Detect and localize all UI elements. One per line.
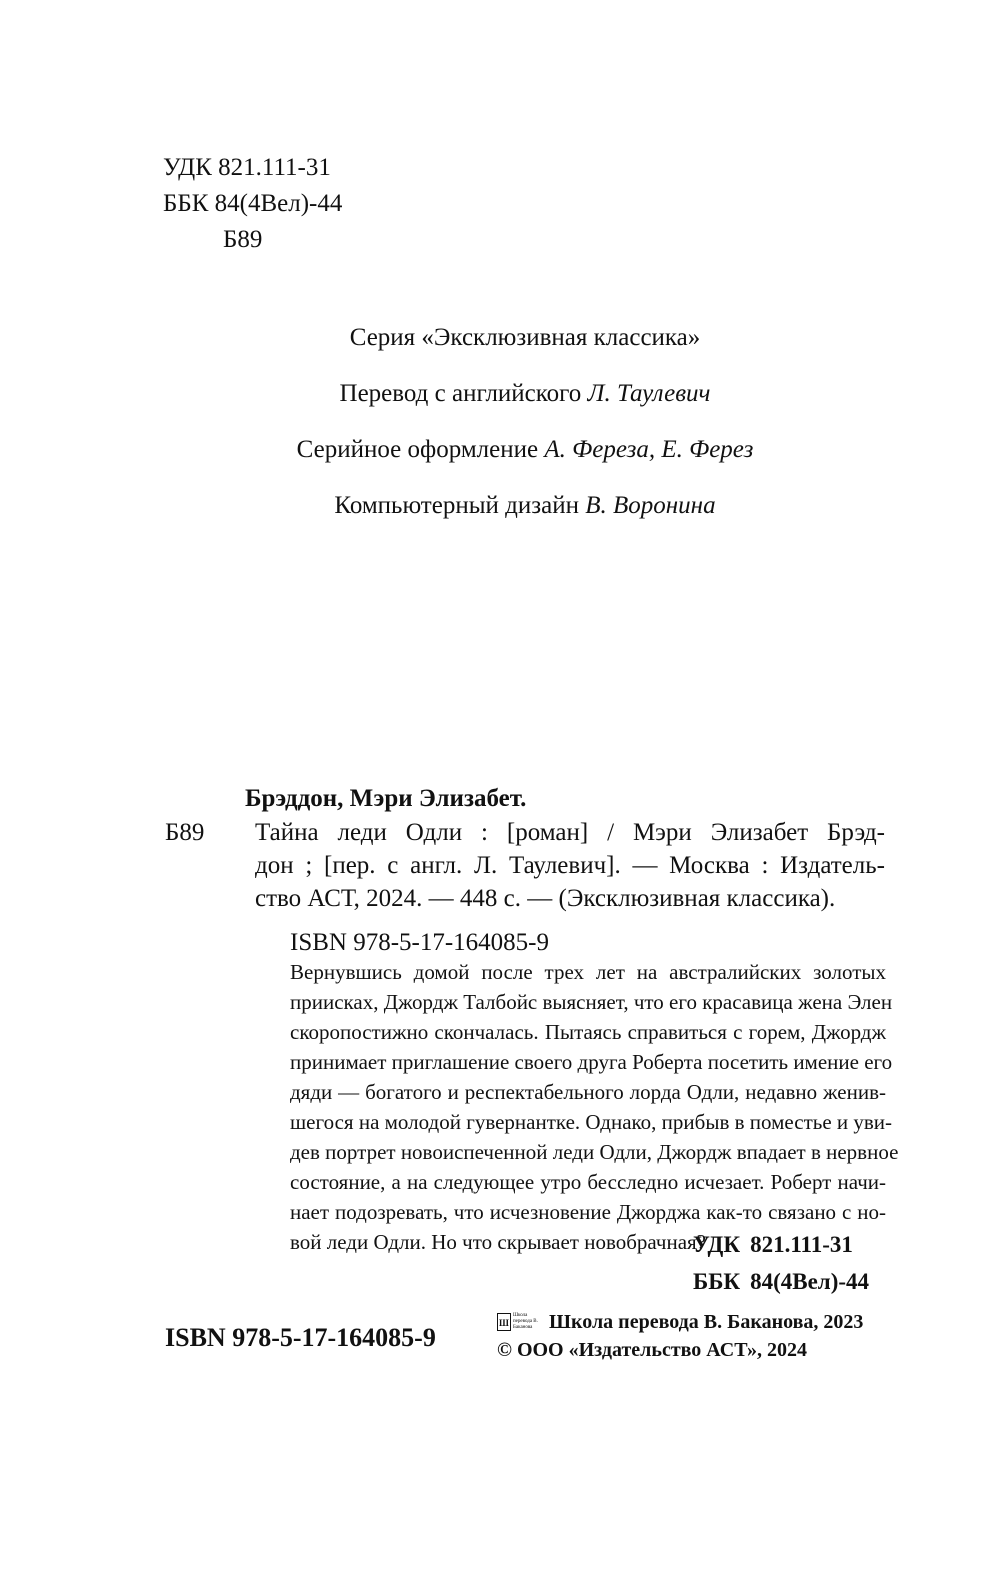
annotation-line: вой леди Одли. Но что скрывает новобрачная? <box>290 1230 706 1254</box>
translation-line <box>0 374 1000 430</box>
annotation-line: скоропостижно скончалась. Пытаясь справиться с горем, Джордж <box>290 1020 886 1044</box>
copyright-translation-school: Школа перевода В. Баканова, 2023 <box>549 1311 864 1333</box>
book-author: Брэддон, Мэри Элизабет. <box>245 785 527 812</box>
annotation <box>290 957 899 1257</box>
copyright-block <box>497 1308 863 1364</box>
annotation-line: состояние, а на следующее утро бесследно исчезает. Роберт начи- <box>290 1170 886 1194</box>
annotation-line: нает подозревать, что исчезновение Джорджа как-то связано с но- <box>290 1200 886 1224</box>
entry-code: Б89 <box>165 819 205 846</box>
author-mark: Б89 <box>223 226 263 253</box>
annotation-line: приисках, Джордж Талбойс выясняет, что его красавица жена Элен <box>290 990 893 1014</box>
annotation-line: дяди — богатого и респектабельного лорда Одли, недавно женив- <box>290 1080 886 1104</box>
bibliographic-record <box>165 782 885 959</box>
bottom-classification-codes <box>693 1226 869 1300</box>
annotation-line: принимает приглашение своего друга Роберта посетить имение его <box>290 1050 893 1074</box>
bibliographic-entry <box>165 816 885 916</box>
series-design-label: Серийное оформление <box>296 436 539 463</box>
bottom-bbk <box>693 1263 869 1300</box>
computer-designer: В. Воронина <box>585 492 716 519</box>
translation-school-logo-icon <box>497 1313 543 1331</box>
series-design-line <box>0 430 1000 486</box>
copyright-row-translation-school <box>497 1308 863 1336</box>
top-classification-codes <box>163 150 342 258</box>
annotation-line: шегося на молодой гувернантке. Однако, прибыв в поместье и уви- <box>290 1110 893 1134</box>
bottom-udk <box>693 1226 869 1263</box>
translator-name: Л. Таулевич <box>587 380 711 407</box>
bottom-bbk-label: ББК <box>693 1269 741 1294</box>
computer-design-label: Компьютерный дизайн <box>334 492 579 519</box>
entry-isbn: ISBN 978-5-17-164085-9 <box>290 929 550 956</box>
udk-code: УДК 821.111-31 <box>163 154 331 181</box>
series-designers: А. Фереза, Е. Ферез <box>544 436 754 463</box>
copyright-publisher: © ООО «Издательство АСТ», 2024 <box>497 1339 808 1361</box>
entry-line: дон ; [пер. с англ. Л. Таулевич]. — Москва : Издатель- <box>255 852 885 879</box>
entry-line: ство АСТ, 2024. — 448 с. — (Эксклюзивная классика). <box>255 885 836 912</box>
bbk-code: ББК 84(4Вел)-44 <box>163 190 343 217</box>
isbn-main: ISBN 978-5-17-164085-9 <box>165 1323 436 1352</box>
annotation-line: дев портрет новоиспеченной леди Одли, Джордж впадает в нервное <box>290 1140 899 1164</box>
bottom-udk-label: УДК <box>693 1232 741 1257</box>
computer-design-line <box>0 486 1000 542</box>
credits-block <box>0 318 1000 542</box>
logo-caption: Школа перевода В. Баканова <box>513 1313 538 1330</box>
series-line: Серия «Эксклюзивная классика» <box>349 324 701 351</box>
entry-line: Тайна леди Одли : [роман] / Мэри Элизабет Брэд- <box>255 819 885 846</box>
logo-mark: Ш <box>497 1313 511 1331</box>
bottom-bbk-value: 84(4Вел)-44 <box>750 1269 870 1294</box>
bottom-udk-value: 821.111-31 <box>750 1232 853 1257</box>
annotation-line: Вернувшись домой после трех лет на австралийских золотых <box>290 960 886 984</box>
translation-label: Перевод с английского <box>339 380 582 407</box>
copyright-row-publisher <box>497 1336 863 1364</box>
